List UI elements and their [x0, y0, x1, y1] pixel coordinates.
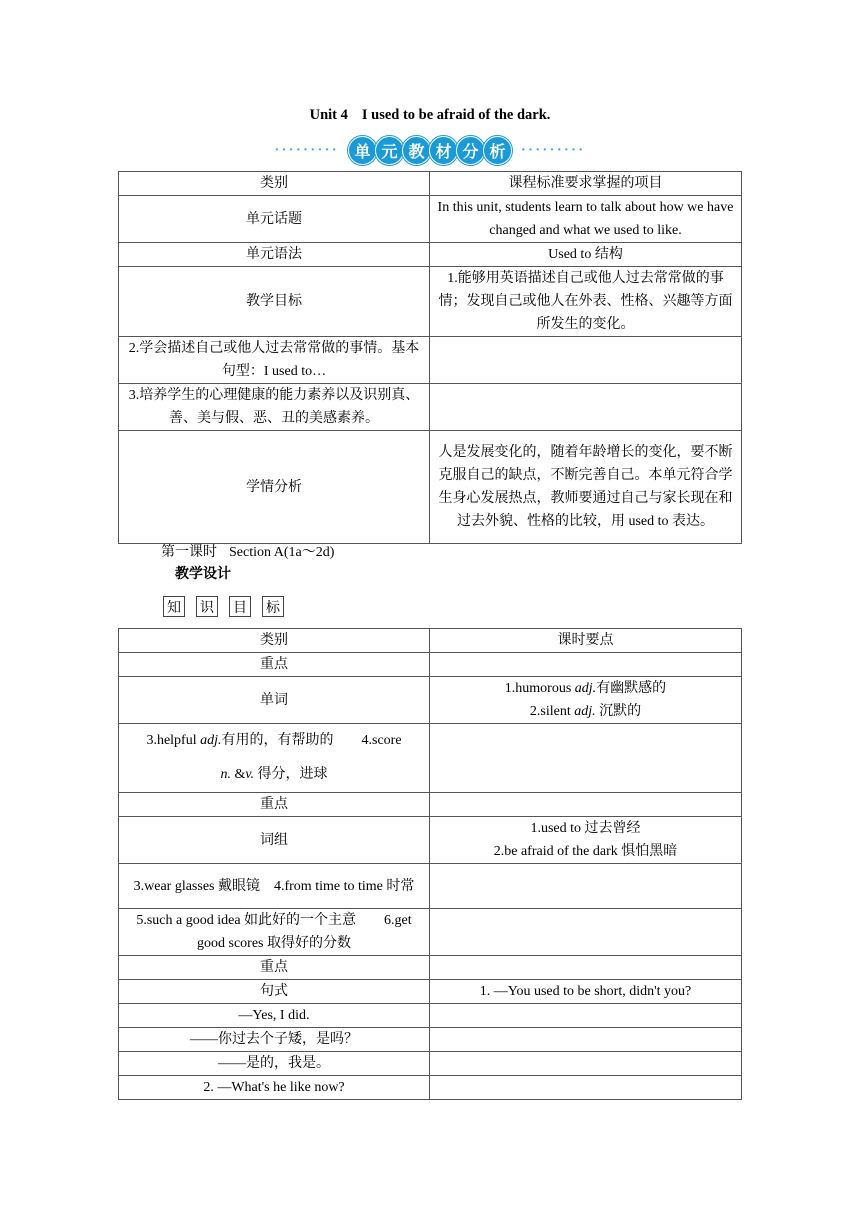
banner-char: 析 — [483, 136, 512, 165]
table-cell: 5.such a good idea 如此好的一个主意 6.get good scores 取得好的分数 — [119, 909, 430, 956]
table-cell: 重点 — [119, 793, 430, 817]
banner-char: 材 — [429, 136, 458, 165]
lesson-section: Section A(1a～2d) — [229, 545, 335, 560]
table-cell: 3.培养学生的心理健康的能力素养以及识别真、善、美与假、恶、丑的美感素养。 — [119, 384, 430, 431]
table-row — [119, 196, 742, 243]
banner-char: 教 — [402, 136, 431, 165]
unit-title-text: I used to be afraid of the dark. — [361, 107, 551, 123]
table-cell: ——你过去个子矮，是吗？ — [119, 1028, 430, 1052]
word-meaning: 沉默的 — [595, 704, 642, 719]
lesson-points-table — [118, 628, 742, 1100]
table-row — [119, 724, 742, 793]
table-row — [119, 817, 742, 864]
phrase-item: 2.be afraid of the dark 惧怕黑暗 — [493, 844, 678, 859]
table-header-row — [119, 172, 742, 196]
table-row — [119, 980, 742, 1004]
table-cell: 1. —You used to be short, didn't you? — [430, 980, 742, 1004]
table-row — [119, 793, 742, 817]
table-cell: ——是的，我是。 — [119, 1052, 430, 1076]
table-cell — [430, 1004, 742, 1028]
table-row — [119, 1004, 742, 1028]
banner-char: 分 — [456, 136, 485, 165]
banner-dots-right: ········· — [521, 142, 586, 158]
table-cell — [430, 793, 742, 817]
word-text: 1.humorous — [504, 681, 575, 696]
word-item — [123, 724, 425, 758]
pos-tag: n. — [220, 767, 231, 782]
banner-char: 元 — [375, 136, 404, 165]
table-cell: 教学目标 — [119, 267, 430, 337]
table-row — [119, 1052, 742, 1076]
table-row — [119, 384, 742, 431]
table-row — [119, 909, 742, 956]
header-cell: 类别 — [119, 172, 430, 196]
word-item — [434, 700, 737, 723]
pos-tag: adj. — [574, 704, 596, 719]
table-cell — [430, 1052, 742, 1076]
word-item — [123, 758, 425, 792]
table-row — [119, 1028, 742, 1052]
unit-title — [0, 107, 860, 124]
table-row — [119, 431, 742, 544]
pos-tag: v. — [245, 767, 255, 782]
table-row — [119, 956, 742, 980]
table-cell — [430, 653, 742, 677]
table-cell: 单元语法 — [119, 243, 430, 267]
lesson-heading — [161, 541, 334, 561]
pos-tag: adj. — [200, 733, 222, 748]
pos-tag: adj. — [574, 681, 597, 696]
goal-char-box: 识 — [196, 596, 218, 617]
table-cell — [430, 724, 742, 793]
section-banner — [0, 136, 860, 165]
table-cell — [430, 677, 742, 724]
table-cell — [430, 909, 742, 956]
table-cell: 1.能够用英语描述自己或他人过去常常做的事情；发现自己或他人在外表、性格、兴趣等方面所发生的变化。 — [430, 267, 742, 337]
table-cell — [430, 337, 742, 384]
goal-char-box: 知 — [163, 596, 185, 617]
table-cell — [430, 956, 742, 980]
table-row — [119, 653, 742, 677]
word-text: 2.silent — [529, 704, 575, 719]
table-cell: 单元话题 — [119, 196, 430, 243]
table-cell: 2.学会描述自己或他人过去常常做的事情。基本句型：I used to… — [119, 337, 430, 384]
table-cell: 学情分析 — [119, 431, 430, 544]
table-cell: 人是发展变化的，随着年龄增长的变化，要不断克服自己的缺点，不断完善自己。本单元符合学生身心发展热点，教师要通过自己与家长现在和过去外貌、性格的比较，用 used to 表达。 — [430, 431, 742, 544]
table-cell: 3.wear glasses 戴眼镜 4.from time to time 时常 — [119, 864, 430, 909]
table-cell — [430, 1028, 742, 1052]
table-cell: 重点 — [119, 653, 430, 677]
table-cell: 重点 — [119, 956, 430, 980]
table-cell: Used to 结构 — [430, 243, 742, 267]
table-row — [119, 1076, 742, 1100]
banner-bubbles — [349, 136, 511, 165]
table-cell: 词组 — [119, 817, 430, 864]
word-text: 3.helpful — [146, 733, 201, 748]
unit-analysis-table — [118, 171, 742, 544]
header-cell: 课时要点 — [430, 629, 742, 653]
table-cell — [430, 384, 742, 431]
unit-label: Unit 4 — [309, 107, 348, 123]
table-cell — [430, 817, 742, 864]
table-row — [119, 337, 742, 384]
word-item — [434, 677, 737, 700]
knowledge-goal-boxes — [163, 596, 295, 617]
table-row — [119, 864, 742, 909]
phrase-item: 1.used to 过去曾经 — [530, 821, 641, 836]
goal-char-box: 目 — [229, 596, 251, 617]
banner-dots-left: ········· — [274, 142, 339, 158]
table-cell: —Yes, I did. — [119, 1004, 430, 1028]
table-row — [119, 243, 742, 267]
lesson-name: 第一课时 — [161, 545, 217, 560]
header-cell: 课程标准要求掌握的项目 — [430, 172, 742, 196]
word-meaning: 有幽默感的 — [596, 681, 667, 696]
table-cell: 2. —What's he like now? — [119, 1076, 430, 1100]
table-row — [119, 267, 742, 337]
goal-char-box: 标 — [262, 596, 284, 617]
header-cell: 类别 — [119, 629, 430, 653]
word-meaning: 有用的，有帮助的 4.score — [221, 733, 402, 748]
design-label: 教学设计 — [175, 566, 231, 582]
table-cell: In this unit, students learn to talk about how we have changed and what we used to like. — [430, 196, 742, 243]
table-cell — [430, 1076, 742, 1100]
banner-char: 单 — [348, 136, 377, 165]
word-meaning: 得分，进球 — [254, 767, 328, 782]
table-cell — [430, 864, 742, 909]
table-row — [119, 677, 742, 724]
table-cell: 单词 — [119, 677, 430, 724]
table-cell — [119, 724, 430, 793]
table-cell: 句式 — [119, 980, 430, 1004]
word-text: & — [230, 767, 246, 782]
table-header-row — [119, 629, 742, 653]
